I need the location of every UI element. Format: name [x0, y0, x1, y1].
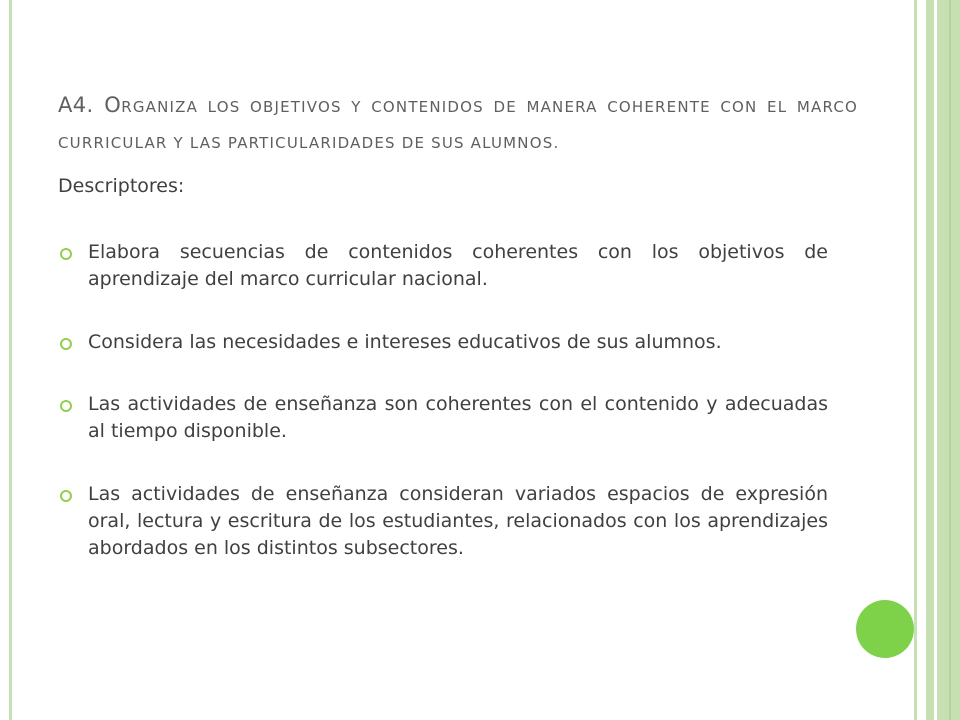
bullet-ring-icon — [60, 338, 72, 350]
right-stripe — [926, 0, 934, 720]
title-prefix: A4. O — [58, 93, 122, 117]
bullet-ring-icon — [60, 400, 72, 412]
bullet-text: Considera las necesidades e intereses educativos de sus alumnos. — [88, 331, 722, 353]
bullet-text: Las actividades de enseñanza consideran variados espacios de expresión oral, lectura y escritura de los estudiantes, relacionados con los aprendizajes abordados en los distintos subsectores. — [88, 483, 828, 559]
bullet-ring-icon — [60, 490, 72, 502]
decorative-circle — [856, 600, 914, 658]
bullet-item — [58, 391, 828, 445]
title-suffix: . — [553, 134, 560, 152]
bullet-item — [58, 481, 828, 562]
bullet-ring-icon — [60, 248, 72, 260]
right-stripe-gap — [917, 0, 926, 720]
bullet-item — [58, 239, 828, 293]
title-smallcaps: RGANIZA LOS OBJETIVOS Y CONTENIDOS DE MANERA COHERENTE CON EL MARCO CURRICULAR Y LAS PARTICULARIDADES DE SUS ALUMNOS — [58, 98, 858, 152]
bullet-item — [58, 329, 828, 356]
descriptores-label: Descriptores: — [58, 175, 185, 197]
bullet-list — [58, 239, 828, 598]
bullet-text: Elabora secuencias de contenidos coherentes con los objetivos de aprendizaje del marco curricular nacional. — [88, 241, 828, 290]
right-stripe-line — [949, 0, 951, 720]
slide-title — [58, 88, 858, 160]
left-border-line — [9, 0, 12, 720]
bullet-text: Las actividades de enseñanza son coherentes con el contenido y adecuadas al tiempo disponible. — [88, 393, 828, 442]
